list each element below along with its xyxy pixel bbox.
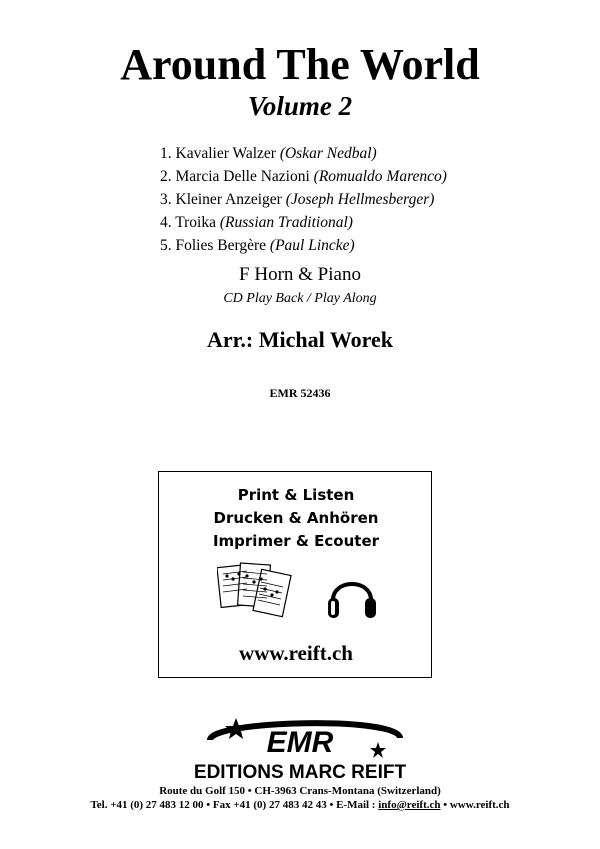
work-composer: (Paul Lincke) bbox=[269, 237, 355, 254]
work-composer: (Romualdo Marenco) bbox=[313, 168, 447, 185]
works-list bbox=[160, 142, 580, 257]
work-title: 5. Folies Bergère bbox=[160, 237, 267, 254]
list-item bbox=[160, 142, 580, 165]
page-title: Around The World bbox=[120, 40, 480, 89]
promo-line-de: Drucken & Anhören bbox=[213, 509, 379, 527]
contact-phone-fax: Tel. +41 (0) 27 483 12 00 • Fax +41 (0) 27 483 42 43 • E-Mail : bbox=[90, 799, 379, 811]
catalog-code: EMR 52436 bbox=[269, 386, 331, 400]
email-link[interactable]: info@reift.ch bbox=[378, 799, 441, 811]
promo-line-en: Print & Listen bbox=[237, 486, 355, 504]
print-listen-box bbox=[158, 471, 432, 678]
promo-line-fr: Imprimer & Ecouter bbox=[212, 532, 380, 550]
contact-website: • www.reift.ch bbox=[440, 799, 510, 811]
list-item bbox=[160, 165, 580, 188]
cd-playback-note: CD Play Back / Play Along bbox=[223, 291, 377, 306]
work-title: 4. Troika bbox=[160, 214, 216, 231]
work-title: 2. Marcia Delle Nazioni bbox=[160, 168, 310, 185]
list-item bbox=[160, 188, 580, 211]
publisher-contact bbox=[0, 798, 600, 812]
publisher-address: Route du Golf 150 • CH-3963 Crans-Montana (Switzerland) bbox=[159, 785, 441, 797]
list-item bbox=[160, 211, 580, 234]
sheet-music-icon bbox=[217, 562, 297, 626]
logo-mark: EMR bbox=[266, 726, 334, 759]
arranger: Arr.: Michal Worek bbox=[207, 327, 393, 352]
logo-name: EDITIONS MARC REIFT bbox=[193, 762, 407, 783]
headphones-icon bbox=[325, 564, 379, 624]
publisher-logo bbox=[150, 712, 450, 790]
work-composer: (Oskar Nedbal) bbox=[279, 145, 377, 162]
list-item bbox=[160, 234, 580, 257]
work-title: 1. Kavalier Walzer bbox=[160, 145, 276, 162]
website-link[interactable]: www.reift.ch bbox=[239, 641, 353, 665]
work-title: 3. Kleiner Anzeiger bbox=[160, 191, 282, 208]
work-composer: (Joseph Hellmesberger) bbox=[285, 191, 435, 208]
page-subtitle: Volume 2 bbox=[247, 91, 353, 121]
instrumentation: F Horn & Piano bbox=[239, 264, 361, 285]
work-composer: (Russian Traditional) bbox=[219, 214, 353, 231]
